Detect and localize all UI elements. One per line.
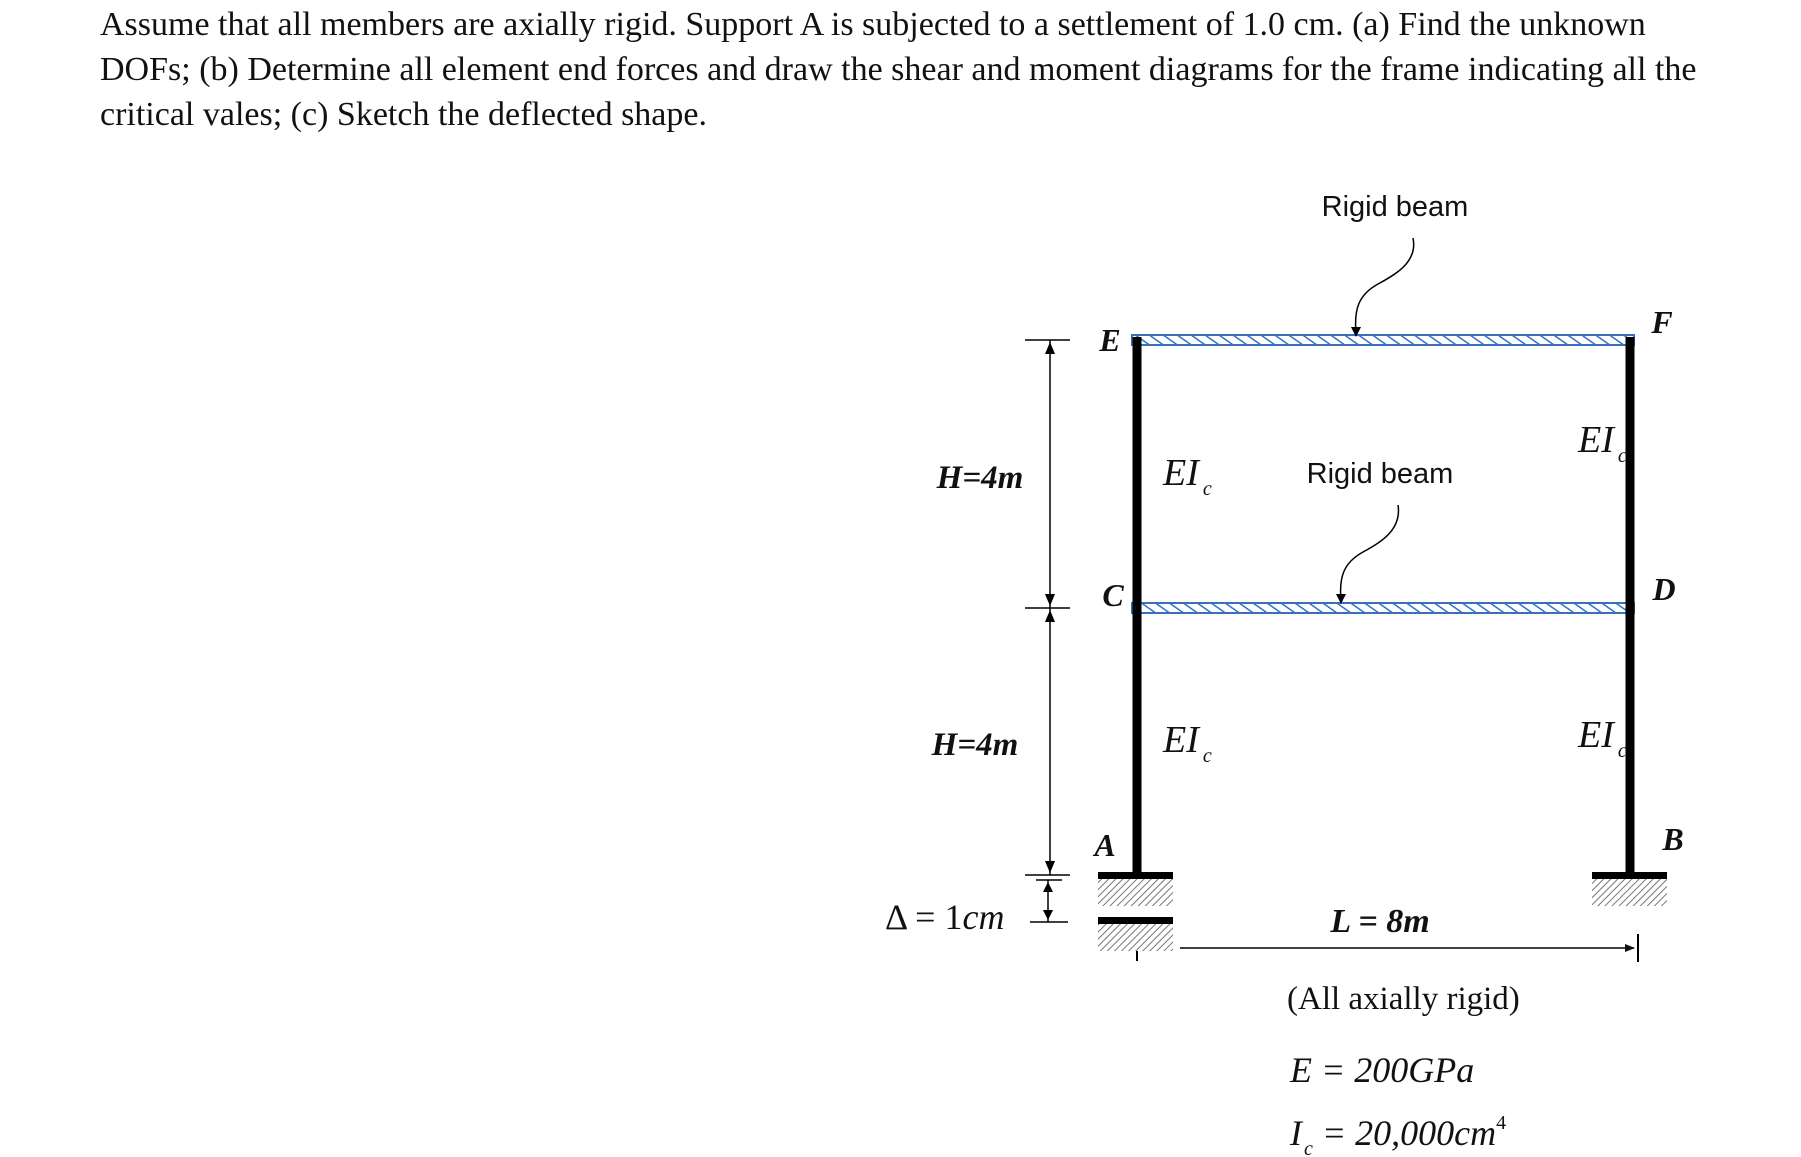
ei-c-label-right-upper: EI $_c$ <box>1578 419 1627 467</box>
height-lower-label: H=4m <box>931 727 1019 763</box>
height-arrow-4 <box>1045 861 1055 873</box>
settlement-lhs: Δ = 1 <box>885 897 963 937</box>
support-b-hatch <box>1592 879 1667 906</box>
rigid-beam-top-label: Rigid beam <box>1321 191 1469 223</box>
node-b-label: B <box>1662 821 1684 857</box>
rigid-beam-middle <box>1132 603 1634 613</box>
support-a-hatch <box>1098 879 1173 906</box>
height-arrow-1 <box>1045 342 1055 354</box>
ic-value-label: I $_c = 20,000cm^4$ <box>1290 1112 1507 1157</box>
settlement-arrow-up <box>1043 882 1053 892</box>
settlement-label <box>885 897 1004 937</box>
node-a-label: A <box>1094 827 1116 863</box>
settlement-arrow-down <box>1043 910 1053 920</box>
ei-c-label-left-upper: EI $_c$ <box>1163 452 1212 500</box>
node-f-label: F <box>1651 304 1673 340</box>
node-e-label: E <box>1099 322 1121 358</box>
support-a-settled-hatch <box>1098 924 1173 951</box>
node-c-label: C <box>1102 577 1124 613</box>
support-a-settled-plate <box>1098 917 1173 924</box>
leader-top <box>1356 238 1414 333</box>
height-arrow-3 <box>1045 610 1055 622</box>
e-value-label: E = 200GPa <box>1290 1050 1475 1090</box>
leader-mid <box>1341 505 1399 600</box>
span-label: L = 8m <box>1330 903 1430 940</box>
rigid-beam-mid-label: Rigid beam <box>1306 458 1454 490</box>
settlement-unit: cm <box>962 897 1005 937</box>
support-a-plate <box>1098 872 1173 879</box>
rigid-beam-top <box>1132 335 1634 345</box>
node-d-label: D <box>1652 571 1676 607</box>
height-upper-label: H=4m <box>936 460 1024 496</box>
axially-rigid-note: (All axially rigid) <box>1287 981 1520 1017</box>
height-arrow-2 <box>1045 594 1055 606</box>
ei-c-label-right-lower: EI $_c$ <box>1578 714 1627 762</box>
support-b-plate <box>1592 872 1667 879</box>
problem-statement: Assume that all members are axially rigid. Support A is subjected to a settlement of 1.0 cm. (a) Find the unknown DOFs; (b) Determine all element end forces and draw the shear and moment diagrams for the frame indicating all the critical vales; (c) Sketch the deflected shape. <box>100 6 1697 133</box>
ei-c-label-left-lower: EI $_c$ <box>1163 719 1212 767</box>
